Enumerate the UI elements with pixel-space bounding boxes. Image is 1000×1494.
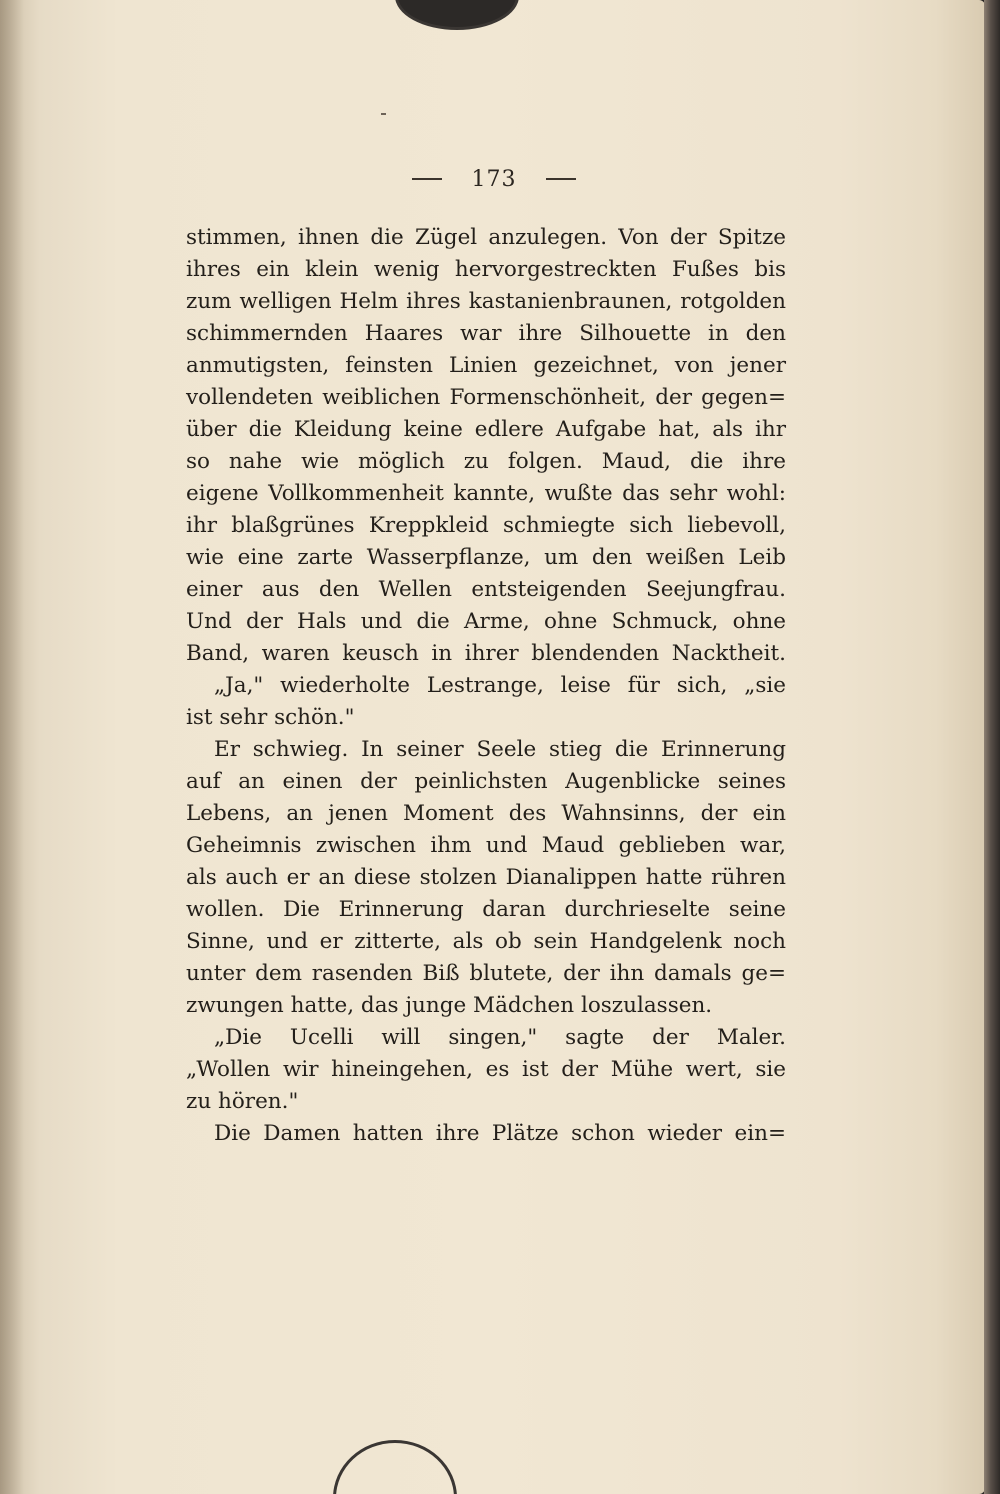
text-line: „Wollen wir hineingehen, es ist der Mühe wert, sie	[186, 1057, 786, 1082]
header-dash-right	[546, 178, 576, 180]
text-line: schimmernden Haares war ihre Silhouette in den	[186, 321, 786, 346]
text-line: zu hören."	[186, 1089, 299, 1114]
text-line: Und der Hals und die Arme, ohne Schmuck, ohne	[186, 609, 786, 634]
text-line: ihres ein klein wenig hervorgestreckten Fußes bis	[186, 257, 786, 282]
text-line: Lebens, an jenen Moment des Wahnsinns, der ein	[186, 801, 786, 826]
text-line: „Die Ucelli will singen," sagte der Maler.	[214, 1025, 786, 1050]
text-line: Er schwieg. In seiner Seele stieg die Erinnerung	[214, 737, 786, 762]
printer-mark	[381, 113, 386, 115]
text-line: als auch er an diese stolzen Dianalippen hatte rühren	[186, 865, 786, 890]
page-number: 173	[471, 166, 517, 192]
text-line: Geheimnis zwischen ihm und Maud geblieben war,	[186, 833, 786, 858]
text-line: stimmen, ihnen die Zügel anzulegen. Von der Spitze	[186, 225, 786, 250]
text-line: Sinne, und er zitterte, als ob sein Handgelenk noch	[186, 929, 786, 954]
binding-shadow	[0, 0, 24, 1494]
text-line: so nahe wie möglich zu folgen. Maud, die ihre	[186, 449, 786, 474]
text-line: anmutigsten, feinsten Linien gezeichnet, von jener	[186, 353, 786, 378]
page-header	[412, 164, 576, 194]
text-line: ist sehr schön."	[186, 705, 355, 730]
text-line: wollen. Die Erinnerung daran durchrieselte seine	[186, 897, 786, 922]
text-line: auf an einen der peinlichsten Augenblicke seines	[186, 769, 786, 794]
text-line: eigene Vollkommenheit kannte, wußte das sehr wohl:	[186, 481, 786, 506]
text-line: einer aus den Wellen entsteigenden Seejungfrau.	[186, 577, 786, 602]
text-line: wie eine zarte Wasserpflanze, um den weißen Leib	[186, 545, 786, 570]
text-line: vollendeten weiblichen Formenschönheit, der gegen=	[186, 385, 786, 410]
text-line: „Ja," wiederholte Lestrange, leise für sich, „sie	[214, 673, 786, 698]
text-line: zum welligen Helm ihres kastanienbraunen, rotgolden	[186, 289, 786, 314]
text-line: Die Damen hatten ihre Plätze schon wieder ein=	[214, 1121, 786, 1146]
body-text	[186, 222, 786, 1150]
text-line: unter dem rasenden Biß blutete, der ihn damals ge=	[186, 961, 786, 986]
text-line: Band, waren keusch in ihrer blendenden Nacktheit.	[186, 641, 786, 666]
text-line: ihr blaßgrünes Kreppkleid schmiegte sich liebevoll,	[186, 513, 786, 538]
page-stack-edge	[984, 0, 1000, 1494]
text-line: zwungen hatte, das junge Mädchen loszulassen.	[186, 993, 713, 1018]
text-line: über die Kleidung keine edlere Aufgabe hat, als ihr	[186, 417, 786, 442]
header-dash-left	[412, 178, 442, 180]
